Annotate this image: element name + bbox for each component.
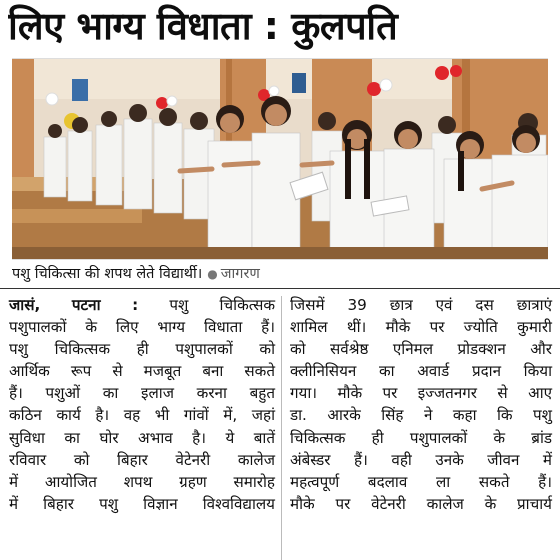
article-line: में बिहार पशु विज्ञान विश्वविद्यालय (9, 494, 275, 513)
article-column-right (290, 294, 552, 515)
article-line: मौके पर वेटेनरी कालेज के प्राचार्य (290, 494, 552, 513)
article-line: महत्वपूर्ण बदलाव ला सकते हैं। (290, 472, 552, 491)
article-line: आर्थिक रूप से मजबूत बना सकते (9, 362, 275, 381)
article-line: रविवार को बिहार वेटेनरी कालेज (9, 450, 275, 469)
article-line: क्लीनिसियन का अवार्ड प्रदान किया (290, 362, 552, 381)
article-line: हैं। पशुओं का इलाज करना बहुत (9, 384, 275, 403)
headline: लिए भाग्य विधाता : कुलपति (8, 4, 398, 48)
article-line: पशुपालकों के लिए भाग्य विधाता हैं। (9, 318, 275, 337)
dateline: जासं, पटना : (9, 296, 139, 314)
article-line: शामिल थीं। मौके पर ज्योति कुमारी (290, 318, 552, 337)
photo-caption (12, 262, 552, 286)
article-line: अंबेस्डर हैं। वही उनके जीवन में (290, 450, 552, 469)
article-line: में आयोजित शपथ ग्रहण समारोह (9, 472, 275, 491)
article-line: डा. आरके सिंह ने कहा कि पशु (290, 406, 552, 425)
article-line-text: पशु चिकित्सक (169, 296, 276, 314)
article-line (9, 294, 275, 316)
column-divider (281, 296, 282, 560)
section-divider (0, 288, 560, 289)
caption-source: जागरण (220, 266, 260, 282)
article-line: पशु चिकित्सक ही पशुपालकों को (9, 340, 275, 359)
news-photo (12, 58, 548, 260)
article-line: कठिन कार्य है। वह भी गांवों में, जहां (9, 406, 275, 425)
article-column-left (9, 294, 275, 515)
article-line: चिकित्सक ही पशुपालकों के ब्रांड (290, 428, 552, 447)
article-line: को सर्वश्रेष्ठ एनिमल प्रोडक्शन और (290, 340, 552, 359)
article-line: सुविधा का घोर अभाव है। ये बातें (9, 428, 275, 447)
article-line: जिसमें 39 छात्र एवं दस छात्राएं (290, 296, 552, 314)
article-line: गया। मौके पर इज्जतनगर से आए (290, 384, 552, 403)
caption-separator: ● (207, 267, 218, 281)
caption-text: पशु चिकित्सा की शपथ लेते विद्यार्थी। (12, 266, 203, 282)
